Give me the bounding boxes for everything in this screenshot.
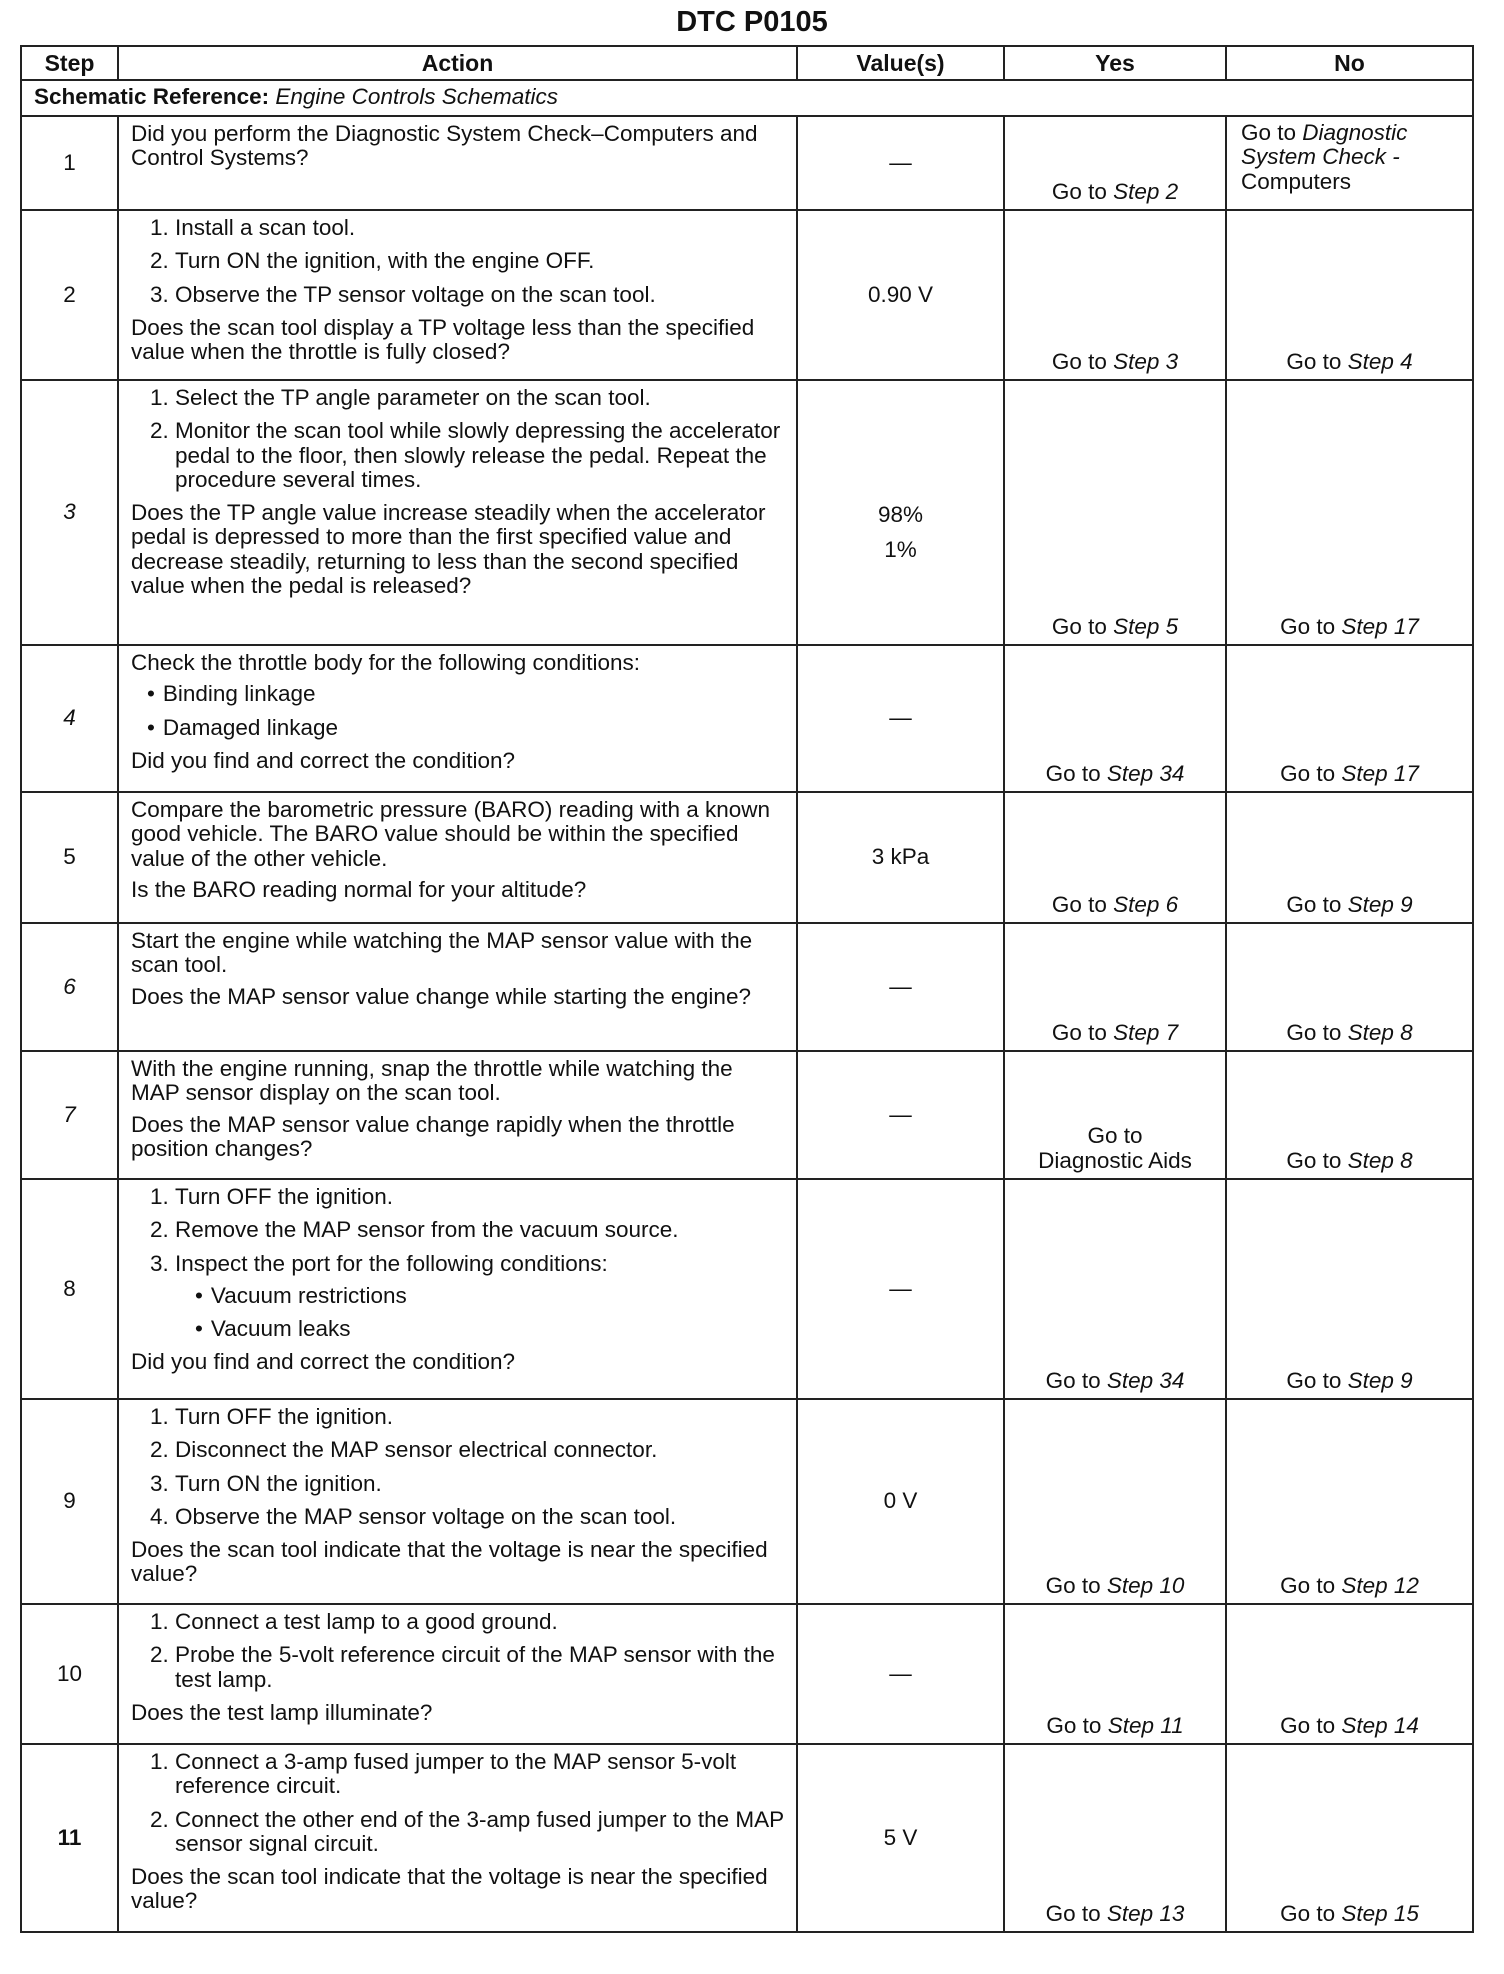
action-step: 2. Monitor the scan tool while slowly depressing the accelerator pedal to the floor, then slowly release the pedal. Repeat the procedure several times. xyxy=(175,419,786,492)
table-row xyxy=(21,1744,1473,1932)
go-to-text: Go to xyxy=(1051,178,1107,204)
table-row xyxy=(21,645,1473,792)
go-to-text: Go to xyxy=(1045,1367,1101,1393)
condition-list xyxy=(131,682,786,740)
schematic-row xyxy=(21,80,1473,116)
yes-cell xyxy=(1004,792,1226,923)
go-to-text: Go to xyxy=(1045,1900,1101,1926)
action-question: Does the scan tool indicate that the voltage is near the specified value? xyxy=(131,1537,768,1587)
no-cell xyxy=(1226,1179,1473,1399)
yes-cell xyxy=(1004,1179,1226,1399)
action-question: Did you perform the Diagnostic System Check–Computers and Control Systems? xyxy=(131,121,758,171)
step-number: 11 xyxy=(21,1744,118,1932)
action-cell xyxy=(118,116,797,210)
yes-link[interactable]: Step 10 xyxy=(1106,1572,1185,1598)
yes-link[interactable]: Step 2 xyxy=(1113,178,1179,204)
yes-cell xyxy=(1004,116,1226,210)
go-to-text: Go to xyxy=(1286,348,1342,374)
diagnostic-table xyxy=(20,45,1474,1933)
value-cell xyxy=(797,380,1004,645)
yes-cell xyxy=(1004,923,1226,1051)
table-row xyxy=(21,1179,1473,1399)
value-cell: 5 V xyxy=(797,1744,1004,1932)
value-first: 98% xyxy=(877,502,924,528)
go-to-text: Go to xyxy=(1087,1123,1143,1149)
action-cell xyxy=(118,1744,797,1932)
yes-link[interactable]: Step 34 xyxy=(1106,1367,1185,1393)
condition-item: • Vacuum leaks xyxy=(211,1317,786,1341)
action-question: Does the MAP sensor value change rapidly when the throttle position changes? xyxy=(131,1111,735,1161)
action-cell xyxy=(118,380,797,645)
go-to-text: Go to xyxy=(1286,1147,1342,1173)
yes-link[interactable]: Diagnostic Aids xyxy=(1038,1147,1192,1173)
action-step: 2. Connect the other end of the 3-amp fused jumper to the MAP sensor signal circuit. xyxy=(175,1808,786,1857)
no-cell xyxy=(1226,923,1473,1051)
document-title: DTC P0105 xyxy=(676,6,828,38)
yes-cell xyxy=(1004,645,1226,792)
action-question: Is the BARO reading normal for your altitude? xyxy=(131,876,587,902)
no-link[interactable]: Step 12 xyxy=(1341,1572,1419,1598)
value-cell: — xyxy=(797,1051,1004,1179)
no-link[interactable]: Diagnostic System Check - xyxy=(1241,120,1408,170)
action-cell xyxy=(118,1051,797,1179)
action-step: 2. Turn ON the ignition, with the engine OFF. xyxy=(175,249,786,273)
action-cell xyxy=(118,923,797,1051)
action-step: 1. Turn OFF the ignition. xyxy=(175,1405,786,1429)
header-yes: Yes xyxy=(1004,46,1226,80)
table-row xyxy=(21,1051,1473,1179)
action-steps xyxy=(131,1750,786,1856)
no-link[interactable]: Step 8 xyxy=(1347,1147,1413,1173)
action-intro: With the engine running, snap the throttle while watching the MAP sensor display on the scan tool. xyxy=(131,1056,733,1106)
go-to-text: Go to xyxy=(1045,760,1101,786)
action-step: 1. Connect a test lamp to a good ground. xyxy=(175,1610,786,1634)
table-row xyxy=(21,1399,1473,1604)
step-number: 1 xyxy=(21,116,118,210)
action-question: Does the scan tool display a TP voltage less than the specified value when the throttle is fully closed? xyxy=(131,314,755,365)
action-question: Did you find and correct the condition? xyxy=(131,1349,515,1375)
condition-list xyxy=(175,1284,786,1342)
table-row xyxy=(21,792,1473,923)
action-step: 3. Observe the TP sensor voltage on the scan tool. xyxy=(175,283,786,307)
action-steps xyxy=(131,216,786,307)
action-cell xyxy=(118,1604,797,1744)
table-row xyxy=(21,210,1473,380)
go-to-text: Go to xyxy=(1280,613,1336,639)
yes-cell xyxy=(1004,380,1226,645)
action-intro: Compare the barometric pressure (BARO) reading with a known good vehicle. The BARO value should be within the specified value of the other vehicle. xyxy=(131,797,771,871)
action-question: Did you find and correct the condition? xyxy=(131,747,515,773)
action-step: 1. Install a scan tool. xyxy=(175,216,786,240)
no-cell xyxy=(1226,1744,1473,1932)
action-step: 1. Connect a 3-amp fused jumper to the MAP sensor 5-volt reference circuit. xyxy=(175,1750,786,1799)
value-cell: — xyxy=(797,116,1004,210)
condition-item: • Vacuum restrictions xyxy=(211,1284,786,1308)
action-step-text: Inspect the port for the following conditions: xyxy=(175,1250,608,1276)
action-cell xyxy=(118,792,797,923)
table-row xyxy=(21,116,1473,210)
yes-cell xyxy=(1004,1399,1226,1604)
action-step: 1. Select the TP angle parameter on the scan tool. xyxy=(175,386,786,410)
no-link[interactable]: Step 9 xyxy=(1347,891,1413,917)
step-number: 7 xyxy=(21,1051,118,1179)
action-cell xyxy=(118,1179,797,1399)
action-step: 2. Remove the MAP sensor from the vacuum source. xyxy=(175,1218,786,1242)
yes-cell xyxy=(1004,1604,1226,1744)
go-to-text: Go to xyxy=(1286,1367,1342,1393)
action-steps xyxy=(131,1610,786,1692)
action-cell xyxy=(118,1399,797,1604)
value-cell: — xyxy=(797,645,1004,792)
table-row xyxy=(21,380,1473,645)
header-no: No xyxy=(1226,46,1473,80)
action-cell xyxy=(118,645,797,792)
yes-link[interactable]: Step 7 xyxy=(1113,1019,1179,1045)
go-to-text: Go to xyxy=(1241,120,1297,145)
header-row xyxy=(21,46,1473,80)
no-cell xyxy=(1226,792,1473,923)
action-question: Does the scan tool indicate that the voltage is near the specified value? xyxy=(131,1864,768,1914)
value-cell: — xyxy=(797,1179,1004,1399)
go-to-text: Go to xyxy=(1286,1019,1342,1045)
no-cell xyxy=(1226,116,1473,210)
action-steps xyxy=(131,1185,786,1341)
action-intro: Start the engine while watching the MAP sensor value with the scan tool. xyxy=(131,928,753,978)
step-number: 2 xyxy=(21,210,118,380)
yes-link[interactable]: Step 5 xyxy=(1113,613,1179,639)
action-question: Does the test lamp illuminate? xyxy=(131,1699,433,1725)
yes-link[interactable]: Step 6 xyxy=(1113,891,1179,917)
action-step: 2. Disconnect the MAP sensor electrical connector. xyxy=(175,1438,786,1462)
step-number: 5 xyxy=(21,792,118,923)
step-number: 8 xyxy=(21,1179,118,1399)
condition-item: • Damaged linkage xyxy=(163,716,786,740)
step-number: 3 xyxy=(21,380,118,645)
action-step: 3. Turn ON the ignition. xyxy=(175,1472,786,1496)
step-number: 10 xyxy=(21,1604,118,1744)
no-link[interactable]: Step 15 xyxy=(1341,1900,1419,1926)
go-to-text: Go to xyxy=(1051,613,1107,639)
action-steps xyxy=(131,1405,786,1529)
step-number: 6 xyxy=(21,923,118,1051)
go-to-text: Go to xyxy=(1280,760,1336,786)
yes-cell xyxy=(1004,1744,1226,1932)
header-values: Value(s) xyxy=(797,46,1004,80)
no-link[interactable]: Step 8 xyxy=(1347,1019,1413,1045)
condition-item: • Binding linkage xyxy=(163,682,786,706)
action-step: 2. Probe the 5-volt reference circuit of the MAP sensor with the test lamp. xyxy=(175,1643,786,1692)
value-cell: 3 kPa xyxy=(797,792,1004,923)
action-step xyxy=(175,1252,786,1342)
no-cell xyxy=(1226,645,1473,792)
value-cell: — xyxy=(797,923,1004,1051)
action-step: 1. Turn OFF the ignition. xyxy=(175,1185,786,1209)
no-cell xyxy=(1226,1399,1473,1604)
action-steps xyxy=(131,386,786,492)
no-link-continuation[interactable]: Computers xyxy=(1241,168,1352,194)
go-to-text: Go to xyxy=(1051,348,1107,374)
no-link[interactable]: Step 14 xyxy=(1341,1712,1419,1738)
yes-cell xyxy=(1004,210,1226,380)
go-to-text: Go to xyxy=(1286,891,1342,917)
header-step: Step xyxy=(21,46,118,80)
yes-link[interactable]: Step 34 xyxy=(1106,760,1185,786)
go-to-text: Go to xyxy=(1280,1572,1336,1598)
no-link[interactable]: Step 4 xyxy=(1347,348,1413,374)
action-step: 4. Observe the MAP sensor voltage on the scan tool. xyxy=(175,1505,786,1529)
go-to-text: Go to xyxy=(1051,1019,1107,1045)
schematic-link[interactable]: Engine Controls Schematics xyxy=(275,84,559,109)
go-to-text: Go to xyxy=(1045,1572,1101,1598)
schematic-reference xyxy=(21,80,1473,116)
action-intro: Check the throttle body for the following conditions: xyxy=(131,650,641,675)
step-number: 9 xyxy=(21,1399,118,1604)
value-cell: 0.90 V xyxy=(797,210,1004,380)
no-cell xyxy=(1226,1051,1473,1179)
go-to-text: Go to xyxy=(1046,1712,1102,1738)
value-second: 1% xyxy=(884,536,917,562)
value-cell: — xyxy=(797,1604,1004,1744)
action-question: Does the MAP sensor value change while starting the engine? xyxy=(131,983,751,1009)
go-to-text: Go to xyxy=(1280,1712,1336,1738)
yes-link[interactable]: Step 13 xyxy=(1106,1900,1185,1926)
yes-cell xyxy=(1004,1051,1226,1179)
no-link[interactable]: Step 17 xyxy=(1341,760,1419,786)
no-cell xyxy=(1226,1604,1473,1744)
yes-link[interactable]: Step 11 xyxy=(1107,1712,1184,1738)
value-cell: 0 V xyxy=(797,1399,1004,1604)
yes-link[interactable]: Step 3 xyxy=(1113,348,1179,374)
action-cell xyxy=(118,210,797,380)
step-number: 4 xyxy=(21,645,118,792)
go-to-text: Go to xyxy=(1051,891,1107,917)
no-link[interactable]: Step 17 xyxy=(1341,613,1419,639)
schematic-label: Schematic Reference: xyxy=(34,84,270,109)
table-row xyxy=(21,923,1473,1051)
table-row xyxy=(21,1604,1473,1744)
go-to-text: Go to xyxy=(1280,1900,1336,1926)
no-link[interactable]: Step 9 xyxy=(1347,1367,1413,1393)
header-action: Action xyxy=(118,46,797,80)
action-question: Does the TP angle value increase steadily when the accelerator pedal is depressed to more than the first specified value and decrease steadily, returning to less than the second specified value when the pedal is released? xyxy=(131,500,766,599)
no-cell xyxy=(1226,380,1473,645)
no-cell xyxy=(1226,210,1473,380)
